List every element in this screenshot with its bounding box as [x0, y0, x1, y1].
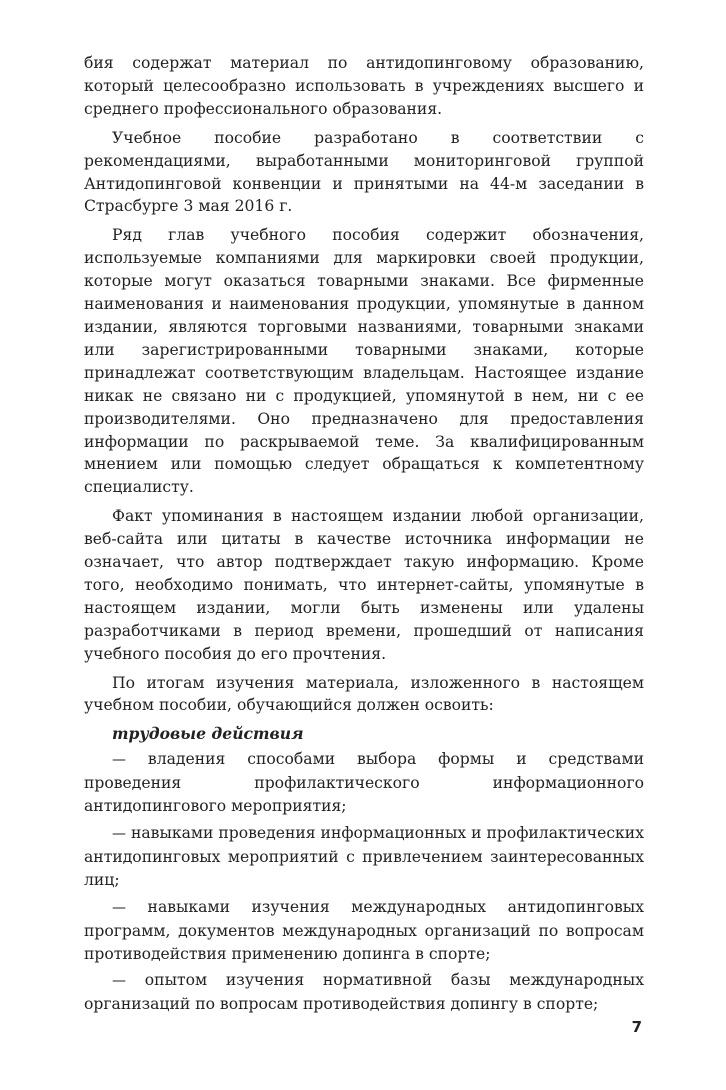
- list-item: [84, 896, 644, 966]
- list-item-text: владения способами выбора формы и средствами проведения профилактического информационного антидопингового мероприятия;: [84, 750, 644, 816]
- paragraph-guide-recommendations: Учебное пособие разработано в соответствии с рекомендациями, выработанными мониторинговой группой Антидопинговой конвенции и принятыми на 44-м заседании в Страсбурге 3 мая 2016 г.: [84, 128, 644, 216]
- dash-marker: —: [112, 899, 126, 916]
- list-item-text: навыками проведения информационных и профилактических антидопинговых мероприятий с привлечением заинтересованных лиц;: [84, 824, 644, 889]
- dash-marker: —: [112, 973, 126, 990]
- paragraph-continuation: бия содержат материал по антидопинговому образованию, который целесообразно использовать в учреждениях высшего и среднего профессионального образования.: [84, 54, 644, 118]
- paragraph-learning-outcomes: По итогам изучения материала, изложенного в настоящем учебном пособии, обучающийся должен освоить:: [84, 673, 644, 715]
- section-heading: трудовые действия: [112, 724, 304, 744]
- list-item: [84, 822, 644, 892]
- list-item: [84, 969, 644, 1016]
- dash-marker: —: [112, 752, 126, 769]
- body-text: [84, 52, 644, 1020]
- list-item-text: навыками изучения международных антидопинговых программ, документов международных организаций по вопросам противодействия применению допинга в спорте;: [84, 897, 644, 963]
- page-number: 7: [631, 1018, 642, 1036]
- list-item-text: опытом изучения нормативной базы международных организаций по вопросам противодействия допингу в спорте;: [84, 971, 645, 1014]
- paragraph-disclaimer: Факт упоминания в настоящем издании любой организации, веб-сайта или цитаты в качестве источника информации не означает, что автор подтверждает такую информацию. Кроме того, необходимо понимать, что интернет-сайты, упомянутые в настоящем издании, могли быть изменены или удалены разработчиками в период времени, прошедший от написания учебного пособия до его прочтения.: [84, 507, 644, 663]
- paragraph-trademarks: Ряд глав учебного пособия содержит обозначения, используемые компаниями для маркировки своей продукции, которые могут оказаться товарными знаками. Все фирменные наименования и наименования продукции, упомянутые в данном издании, являются торговыми названиями, товарными знаками или зарегистрированными товарными знаками, которые принадлежат соответствующим владельцам. Настоящее издание никак не связано ни с продукцией, упомянутой в нем, ни с ее производителями. Оно предназначено для предоставления информации по раскрываемой теме. За квалифицированным мнением или помощью следует обращаться к компетентному специалисту.: [84, 226, 644, 497]
- dash-marker: —: [112, 826, 126, 842]
- list-item: [84, 748, 644, 818]
